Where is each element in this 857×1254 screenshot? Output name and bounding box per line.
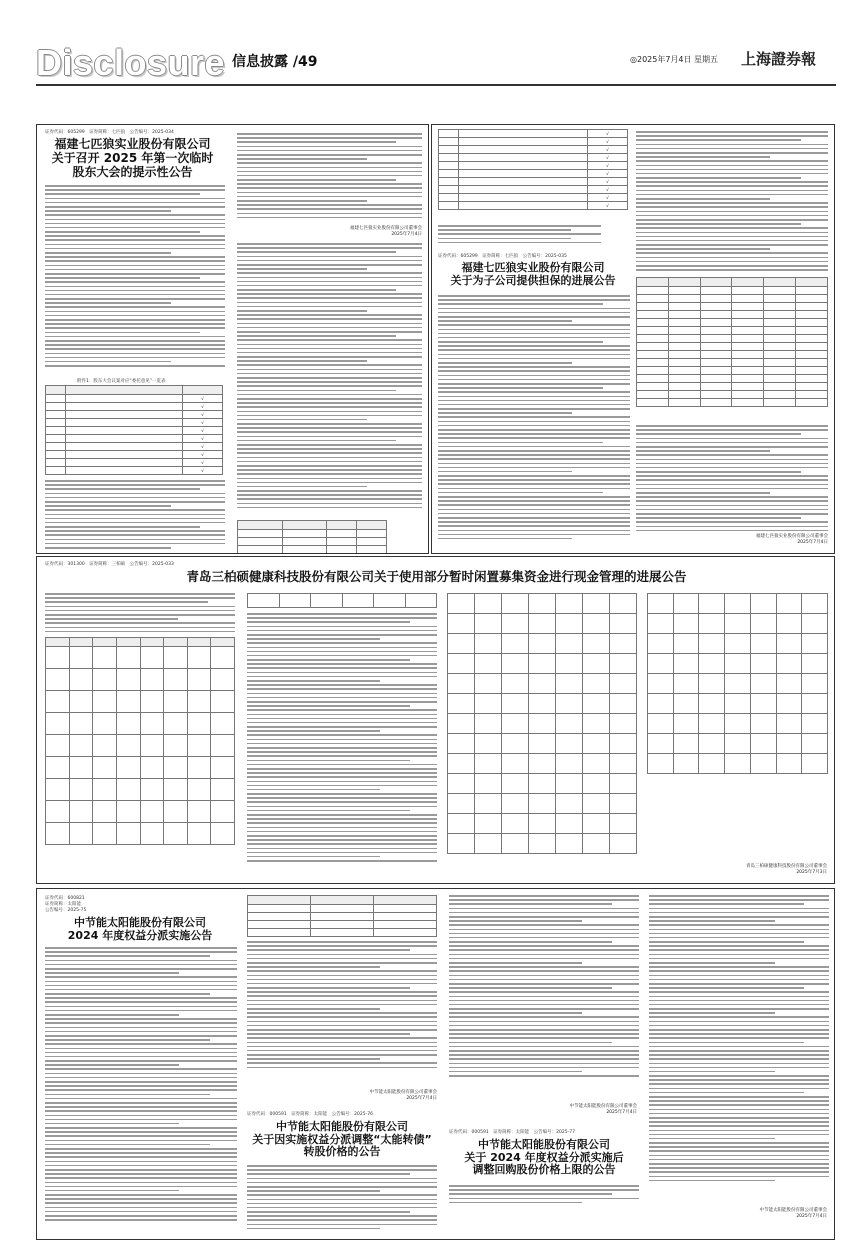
article-headline: 福建七匹狼实业股份有限公司 关于召开 2025 年第一次临时 股东大会的提示性公告 bbox=[51, 137, 214, 179]
article-body-col1 bbox=[45, 593, 235, 635]
article-meta: 证券代码：301300 证券简称：三柏硕 公告编号：2025-033 bbox=[45, 562, 174, 567]
proposal-table-continued: √ √ √ √ √ √ √ √ √ √ bbox=[438, 129, 628, 210]
article-guarantee-progress bbox=[431, 124, 835, 554]
dividend-table bbox=[247, 895, 437, 937]
article-headline: 中节能太阳能股份有限公司 关于因实施权益分派调整“太能转债” 转股价格的公告 bbox=[252, 1120, 432, 1159]
section-title: 信息披露 /49 bbox=[232, 54, 318, 70]
article-headline: 福建七匹狼实业股份有限公司 关于为子公司提供担保的进展公告 bbox=[450, 261, 616, 287]
article-body-col4 bbox=[449, 895, 639, 1079]
article-body-col2b bbox=[237, 243, 422, 511]
article-body-col1b bbox=[45, 480, 225, 551]
brand-logo: Disclosure bbox=[36, 42, 226, 83]
product-table-1 bbox=[45, 637, 235, 845]
issue-date: ◎2025年7月4日 星期五 bbox=[630, 55, 719, 64]
article-body-col1 bbox=[45, 185, 225, 369]
article-meta: 证券代码：000591 证券简称：太阳能 公告编号：2025-77 bbox=[449, 1130, 575, 1135]
article-body-col2 bbox=[247, 613, 437, 864]
article-shareholder-meeting-notice bbox=[36, 124, 429, 554]
article-signature: 中节能太阳能股份有限公司董事会 2025年7月4日 bbox=[569, 1104, 637, 1115]
article-headline: 中节能太阳能股份有限公司 关于 2024 年度权益分派实施后 调整回购股份价格上限的公告 bbox=[464, 1138, 624, 1177]
newspaper-name: 上海證券報 bbox=[741, 50, 817, 68]
article-meta: 证券代码：605299 证券简称：七匹狼 公告编号：2025-035 bbox=[438, 254, 567, 259]
article-body-col4b bbox=[449, 1185, 639, 1206]
article-body-col5 bbox=[649, 895, 829, 1184]
proposal-table: √ √ √ √ √ √ √ √ √ √ bbox=[45, 385, 223, 475]
guarantee-table bbox=[636, 277, 828, 407]
article-body-col2 bbox=[237, 133, 422, 221]
article-body-col3 bbox=[247, 1165, 437, 1232]
table-title: 附件1：股东大会议案对应“委托意见”一览表 bbox=[77, 379, 166, 384]
article-signature: 福建七匹狼实业股份有限公司董事会 2025年7月4日 bbox=[756, 534, 828, 545]
article-group-cecep-solar bbox=[36, 888, 835, 1240]
vote-table bbox=[237, 520, 387, 554]
article-body-col2 bbox=[636, 131, 828, 273]
proxy-form-body bbox=[438, 225, 628, 246]
article-meta: 证券代码：000591 证券简称：太阳能 公告编号：2025-76 bbox=[247, 1112, 373, 1117]
article-meta: 证券代码：600821 证券简称：太阳能 公告编号：2025-75 bbox=[45, 896, 87, 913]
article-signature: 福建七匹狼实业股份有限公司董事会 2025年7月4日 bbox=[350, 226, 422, 237]
article-signature: 中节能太阳能股份有限公司董事会 2025年7月4日 bbox=[759, 1208, 827, 1219]
article-body-col1 bbox=[45, 947, 237, 1223]
product-table-2 bbox=[247, 593, 437, 608]
article-meta: 证券代码：605299 证券简称：七匹狼 公告编号：2025-034 bbox=[45, 130, 174, 135]
article-signature: 青岛三柏硕健康科技股份有限公司董事会 2025年7月3日 bbox=[746, 864, 827, 875]
article-signature: 中节能太阳能股份有限公司董事会 2025年7月4日 bbox=[369, 1090, 437, 1101]
masthead bbox=[0, 0, 857, 86]
product-table-4 bbox=[647, 593, 828, 774]
article-cash-management-progress bbox=[36, 556, 835, 884]
article-body-col2b bbox=[636, 425, 828, 534]
article-body-col1 bbox=[438, 295, 630, 542]
product-table-3 bbox=[447, 593, 637, 854]
article-body-col2 bbox=[247, 941, 437, 1071]
masthead-rule bbox=[36, 84, 836, 86]
article-headline: 中节能太阳能股份有限公司 2024 年度权益分派实施公告 bbox=[67, 916, 213, 942]
article-headline: 青岛三柏硕健康科技股份有限公司关于使用部分暂时闲置募集资金进行现金管理的进展公告 bbox=[186, 569, 687, 584]
